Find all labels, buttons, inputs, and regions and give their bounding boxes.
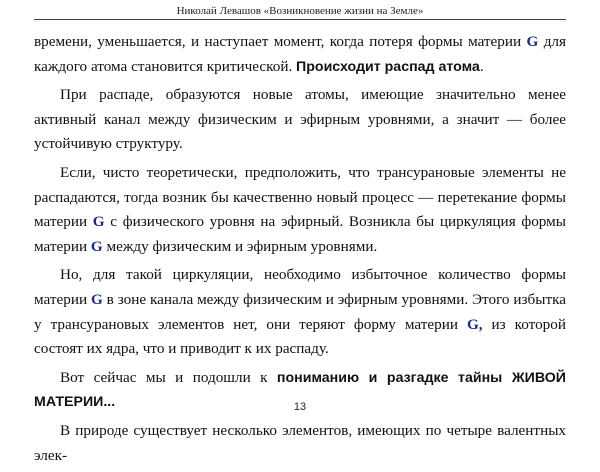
text-run: Но, для такой циркуляции, необходимо избыточное количество формы материи <box>34 266 566 308</box>
text-run: с физического уровня на эфирный. Возникла бы циркуляция формы материи <box>34 213 566 255</box>
matter-form-g: G <box>90 290 103 308</box>
header-rule <box>34 19 566 20</box>
matter-form-g: G <box>526 33 539 50</box>
text-run: При распаде, образуются новые атомы, имеющие значительно менее активный канал между физическим и эфирным уровнями, а значит — более устойчивую структуру. <box>34 86 566 153</box>
text-run: в зоне канала между физическим и эфирным уровнями. Этого избытка у трансурановых элементов нет, они теряют форму материи <box>34 290 566 333</box>
matter-form-g: G, <box>466 315 483 333</box>
emphasis-text: пониманию и разгадке тайны ЖИВОЙ МАТЕРИИ... <box>34 369 566 411</box>
paragraph <box>34 83 566 157</box>
text-run: Если, чисто теоретически, предположить, что трансурановые элементы не распадаются, тогда возник бы качественно новый процесс — перетекание формы материи <box>34 163 566 231</box>
matter-form-g: G <box>90 237 103 255</box>
text-run: времени, уменьшается, и наступает момент, когда потеря формы материи <box>34 33 527 50</box>
text-run: Вот сейчас мы и подошли к <box>60 368 277 386</box>
page-number: 13 <box>293 401 307 413</box>
text-run: . <box>479 57 484 75</box>
text-run: из которой состоят их ядра, что и приводит к их распаду. <box>34 315 566 358</box>
matter-form-g: G <box>92 213 105 231</box>
text-run: между физическим и эфирным уровнями. <box>102 237 378 255</box>
running-header: Николай Левашов «Возникновение жизни на Земле» <box>176 5 424 17</box>
paragraph <box>34 263 566 361</box>
paragraph <box>34 419 566 468</box>
emphasis-text: Происходит распад атома <box>296 58 480 75</box>
text-run: В природе существует несколько элементов, имеющих по четыре валентных элек- <box>34 421 566 464</box>
text-run: для каждого атома становится критической. <box>34 33 566 75</box>
paragraph <box>34 30 566 79</box>
paragraph <box>34 161 566 259</box>
